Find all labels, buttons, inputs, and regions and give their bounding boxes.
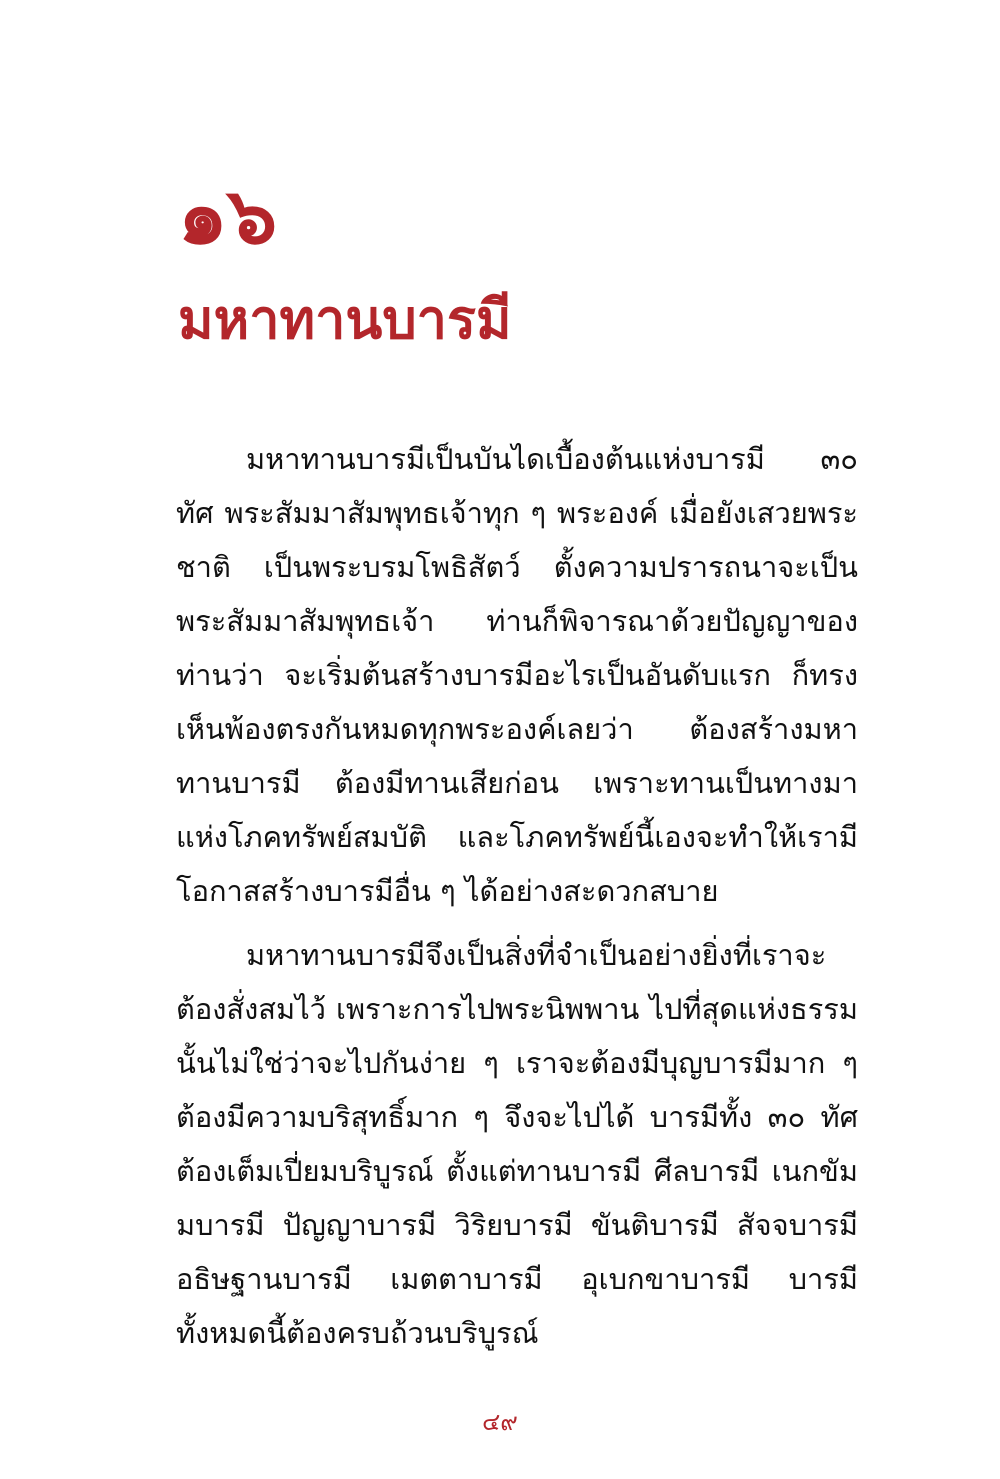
paragraph: มหาทานบารมีจึงเป็นสิ่งที่จำเป็นอย่างยิ่งที่เราจะต้องสั่งสมไว้ เพราะการไปพระนิพพาน ไปที่สุดแห่งธรรมนั้นไม่ใช่ว่าจะไปกันง่าย ๆ เราจะต้องมีบุญบารมีมาก ๆ ต้องมีความบริสุทธิ์มาก ๆ จึงจะไปได้ บารมีทั้ง ๓๐ ทัศต้องเต็มเปี่ยมบริบูรณ์ ตั้งแต่ทานบารมี ศีลบารมี เนกขัมมบารมี ปัญญาบารมี วิริยบารมี ขันติบารมี สัจจบารมี อธิษฐานบารมี เมตตาบารมี อุเบกขาบารมี บารมีทั้งหมดนี้ต้องครบถ้วนบริบูรณ์ — [176, 938, 858, 1350]
paragraph: มหาทานบารมีเป็นบันไดเบื้องต้นแห่งบารมี ๓๐ ทัศ พระสัมมาสัมพุทธเจ้าทุก ๆ พระองค์ เมื่อยังเสวยพระชาติ เป็นพระบรมโพธิสัตว์ ตั้งความปรารถนาจะเป็นพระสัมมาสัมพุทธเจ้า ท่านก็พิจารณาด้วยปัญญาของท่านว่า จะเริ่มต้นสร้างบารมีอะไรเป็นอันดับแรก ก็ทรงเห็นพ้องตรงกันหมดทุกพระองค์เลยว่า ต้องสร้างมหาทานบารมี ต้องมีทานเสียก่อน เพราะทานเป็นทางมาแห่งโภคทรัพย์สมบัติ และโภคทรัพย์นี้เองจะทำให้เรามีโอกาสสร้างบารมีอื่น ๆ ได้อย่างสะดวกสบาย — [176, 442, 858, 908]
chapter-title: มหาทานบารมี — [178, 287, 512, 351]
page-number: ๔๙ — [482, 1408, 518, 1436]
chapter-number: ๑๖ — [178, 171, 278, 262]
body-text — [176, 432, 858, 1360]
